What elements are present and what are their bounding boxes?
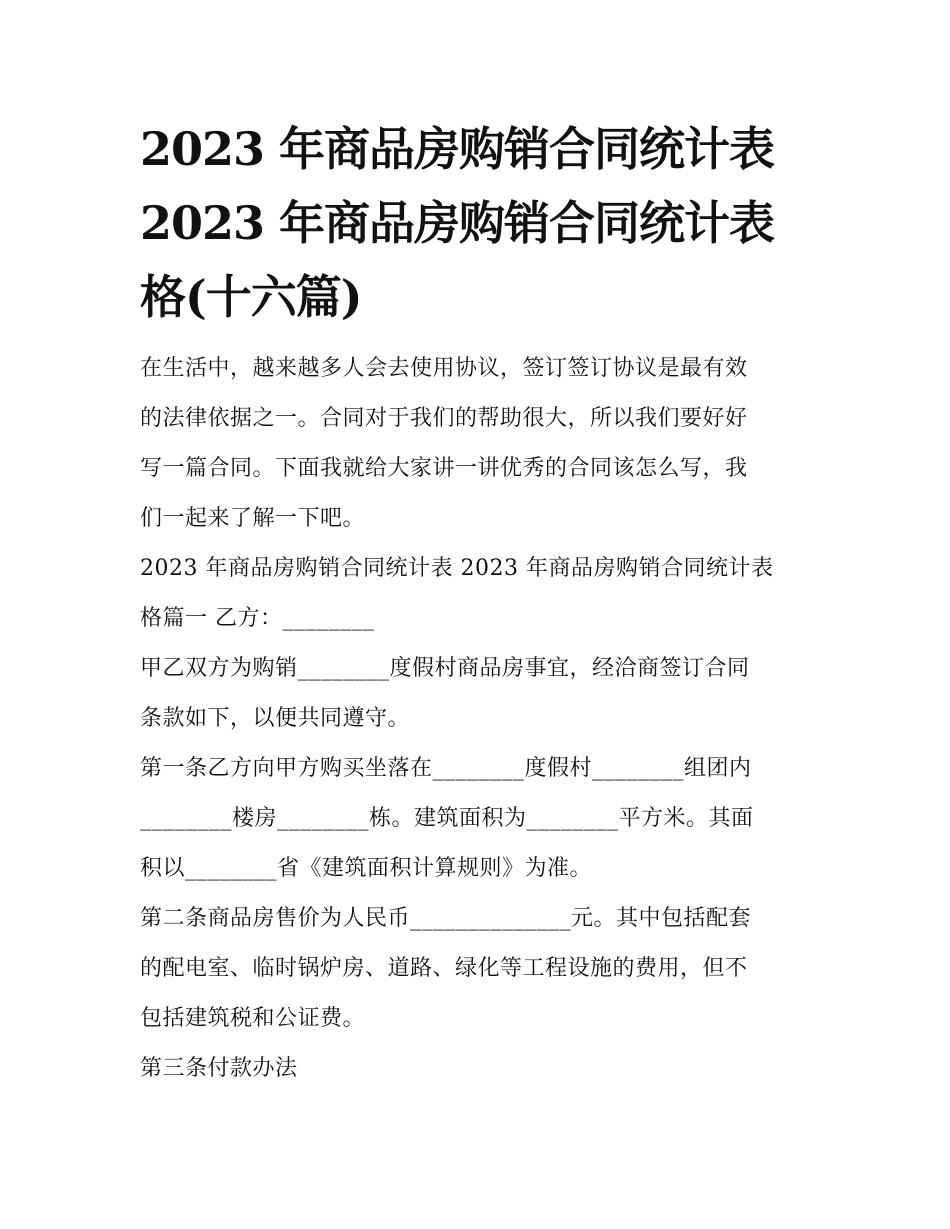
clause-2-line-2: 的配电室、临时锅炉房、道路、绿化等工程设施的费用，但不 xyxy=(140,956,748,981)
clause-preamble-line-1: 甲乙双方为购销________度假村商品房事宜，经洽商签订合同 xyxy=(140,656,750,681)
intro-line-1: 在生活中，越来越多人会去使用协议，签订签订协议是最有效 xyxy=(140,356,748,381)
clause-preamble xyxy=(140,644,820,744)
title-line-3: 格(十六篇) xyxy=(140,270,362,324)
clause-2-line-3: 包括建筑税和公证费。 xyxy=(140,1006,366,1031)
intro-paragraph xyxy=(140,344,820,544)
intro-line-4: 们一起来了解一下吧。 xyxy=(140,506,366,531)
clause-3 xyxy=(140,1044,820,1094)
section-heading-line-2: 格篇一 乙方：________ xyxy=(140,606,375,631)
clause-preamble-line-2: 条款如下，以便共同遵守。 xyxy=(140,706,411,731)
document-page xyxy=(140,112,820,1094)
clause-1-line-2: ________楼房________栋。建筑面积为________平方米。其面 xyxy=(140,806,754,831)
clause-1-line-1: 第一条乙方向甲方购买坐落在________度假村________组团内 xyxy=(140,756,752,781)
clause-3-line-1: 第三条付款办法 xyxy=(140,1056,298,1081)
clause-2-line-1: 第二条商品房售价为人民币______________元。其中包括配套 xyxy=(140,906,752,931)
intro-line-2: 的法律依据之一。合同对于我们的帮助很大，所以我们要好好 xyxy=(140,406,748,431)
section-heading-line-1: 2023 年商品房购销合同统计表 2023 年商品房购销合同统计表 xyxy=(140,556,774,581)
intro-line-3: 写一篇合同。下面我就给大家讲一讲优秀的合同该怎么写，我 xyxy=(140,456,748,481)
section-heading xyxy=(140,544,820,644)
clause-1-line-3: 积以________省《建筑面积计算规则》为准。 xyxy=(140,856,593,881)
title-line-1: 2023 年商品房购销合同统计表 xyxy=(140,122,775,176)
clause-1 xyxy=(140,744,820,894)
clause-2 xyxy=(140,894,820,1044)
title-line-2: 2023 年商品房购销合同统计表 xyxy=(140,196,775,250)
document-title xyxy=(140,112,820,334)
